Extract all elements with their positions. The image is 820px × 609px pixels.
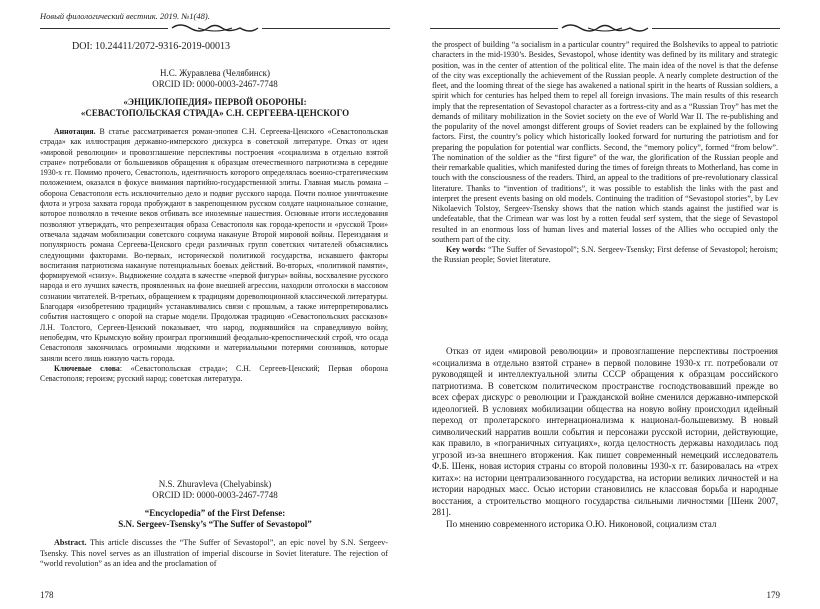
abstract-en-label: Abstract.: [54, 538, 87, 547]
abstract-ru-label: Аннотация.: [54, 127, 96, 136]
orcid-ru: ORCID ID: 0000-0003-2467-7748: [152, 79, 278, 89]
author-ru: Н.С. Журавлева (Челябинск): [160, 68, 270, 78]
abstract-ru: [40, 127, 388, 384]
abstract-en-text: This article discusses the “The Suffer of Sevastopol”, an epic novel by S.N. Sergeev-Tsensky. This novel serves as an illustration of imperial discourse in Soviet literature. The rejection of “world revolution” as an idea and the proclamation of: [40, 538, 388, 569]
abstract-en-cont-text: the prospect of building “a socialism in a particular country” required the Bolsheviks to appeal to patriotic characters in the mid-1930’s. Besides, Sevastopol, whose identity was defined by its military and strategic position, was in the center of attention of the political elite. The main idea of the novel is that the defense of the city was exceptionally the achievement of the Russian people. A nearly complete destruction of the fleet, and the looming threat of the siege has awakened a national spirit in the hearts of Russian soldiers, a spirit which for centuries has helped them to repel all foreign invasions. The main results of this research imply that the representation of Sevastopol character as a fortress-city and as a “Russian Troy” has met the demands of military mobilization in the Soviet society on the eve of World War II. The re-publishing and the popularity of the novel amongst different groups of Soviet readers can be explained by the following factors. First, the country’s policy which historically looked forward for nurturing the patriotism and for preparing the population for potential war conflicts. Second, the “memory policy”, formed “from below”. The nomination of the soldier as the “first figure” of the war, the glorification of the Russian people and their remarkable qualities, which manifested during the times of foreign threats to Motherland, has come in touch with the consciousness of the readers. Third, an appeal to the traditions of pre-revolutionary classical literature. Thanks to “invention of traditions”, it was possible to establish the links with the past and interpret the present events basing on old models. Continuing the tradition of “Sevastopol stories”, by Lev Nikolaevich Tolstoy, Sergeev-Tsensky shows that the nation which stands against the justified war is undefeatable, that the Crimean war was lost by a rotten feudal serf system, that the siege of Sevastopol resulted in an enormous loss of human lives and material losses of the Allies who occupied only the southern part of the city.: [432, 40, 778, 244]
doi: DOI: 10.24411/2072-9316-2019-00013: [72, 41, 230, 52]
title-en-line2: S.N. Sergeev-Tsensky’s “The Suffer of Sevastopol”: [118, 519, 312, 529]
abstract-ru-text: В статье рассматривается роман-эпопея С.Н. Сергеева-Ценского «Севастопольская страда» как иллюстрация державно-имперского дискурса в советской литературе. Отказ от идеи «мировой революции» и провозглашение перспективы построения «социализма в отдельно взятой стране» потребовали от большевиков обращения к образцам отечественного патриотизма в середине 1930-х гг. Помимо прочего, Севастополь, идентичность которого определялась военно-стратегическим положением, оказался в фокусе внимания партийно-государственной элиты. Главная мысль романа – оборона Севастополя есть исключительно дело и подвиг русского народа. Почти полное уничтожение флота и угроза захвата города пробуждают в закрепощенном русском солдате национальное сознание, которое позволяло в течение веков отбивать все иноземные нашествия. Основные итоги исследования позволяют утверждать, что репрезентация образа Севастополя как города-крепости и «русской Трои» отвечала задачам мобилизации советского социума накануне Второй мировой войны. Переиздания и популярность романа Сергеева-Ценского среди различных групп советских читателей объяснялись следующими факторами. Во-первых, исторической политикой государства, искавшего факторы воспитания патриотизма накануне потенциальных боевых действий. Во-вторых, «политикой памяти», формируемой «снизу». Выдвижение солдата в качестве «первой фигуры» войны, восхваление русского народа и его лучших качеств, проявленных на фоне внешней агрессии, находили отголоски в массовом сознании читателей. В-третьих, обращением к традициям дореволюционной классической литературы. Благодаря «изобретению традиций» устанавливались связи с прошлым, а также интерпретировались события настоящего с опорой на старые модели. Продолжая традицию «Севастопольских рассказов» Л.Н. Толстого, Сергеев-Ценский показывает, что народ, поднявшийся на справедливую войну, непобедим, что Крымскую войну проиграл прогнивший феодально-крепостнический строй, что осада Севастополя закончилась огромными людскими и материальными потерями союзников, которые заняли всего лишь южную часть города.: [40, 127, 388, 363]
orcid-en: ORCID ID: 0000-0003-2467-7748: [152, 490, 278, 500]
ornament-icon: [170, 22, 260, 34]
body-paragraph-1: Отказ от идеи «мировой революции» и провозглашение перспективы построения «социализма в отдельно взятой стране» в первой половине 1930-х гг. потребовали от руководящей и интеллектуальной элиты СССР обращения к образцам российского патриотизма. В советском политическом пространстве господствовавший прежде во всех сферах дискурс о революции и Гражданской войне сменился державно-имперской идеологией. В условиях мобилизации общества на новую войну происходил идейный переход от пролетарского интернационализма к национал-большевизму. В новый символический нарратив вошли события и персонажи русской истории, действующие, как правило, в «пограничных ситуациях», когда целостность державы находилась под угрозой из-за внешнего вторжения. Как пишет современный немецкий исследователь Ф.Б. Шенк, новая история страны со второй половины 1930-х гг. базировалась на «трех китах»: на истории централизованного государства, на истории великих личностей и на истории народных масс. Осью истории становились не классовая борьба и народные восстания, а строительство мощного государства сильными личностями [Шенк 2007, 281].: [432, 346, 778, 517]
abstract-en-continued: [432, 40, 778, 266]
body-text: [432, 346, 778, 530]
title-en-line1: “Encyclopedia” of the First Defense:: [144, 508, 286, 518]
page-number-left: 178: [40, 590, 54, 600]
keywords-en-text: “The Suffer of Sevastopol”; S.N. Sergeev-Tsensky; First defense of Sevastopol; heroism; the Russian people; Soviet literature.: [432, 245, 779, 265]
title-ru-line2: «СЕВАСТОПОЛЬСКАЯ СТРАДА» С.Н. СЕРГЕЕВА-ЦЕНСКОГО: [80, 108, 350, 118]
keywords-ru-label: Ключевые слова: [54, 363, 120, 373]
keywords-ru-text: : «Севастопольская страда»; С.Н. Сергеев-Ценский; Первая оборона Севастополя; героизм; русский народ; советская литература.: [40, 363, 388, 384]
page-number-right: 179: [766, 590, 780, 600]
title-ru-line1: «ЭНЦИКЛОПЕДИЯ» ПЕРВОЙ ОБОРОНЫ:: [123, 97, 307, 107]
header-ornament: [40, 24, 390, 32]
body-paragraph-2: По мнению современного историка О.Ю. Никоновой, социализм стал: [446, 518, 717, 529]
running-head: Новый филологический вестник. 2019. №1(48).: [40, 11, 210, 21]
ornament-icon: [560, 22, 650, 34]
keywords-en-label: Key words:: [446, 245, 486, 254]
author-en: N.S. Zhuravleva (Chelyabinsk): [158, 479, 272, 489]
right-page: [410, 0, 820, 609]
header-ornament-right: [430, 24, 780, 32]
abstract-en-start: [40, 538, 388, 570]
